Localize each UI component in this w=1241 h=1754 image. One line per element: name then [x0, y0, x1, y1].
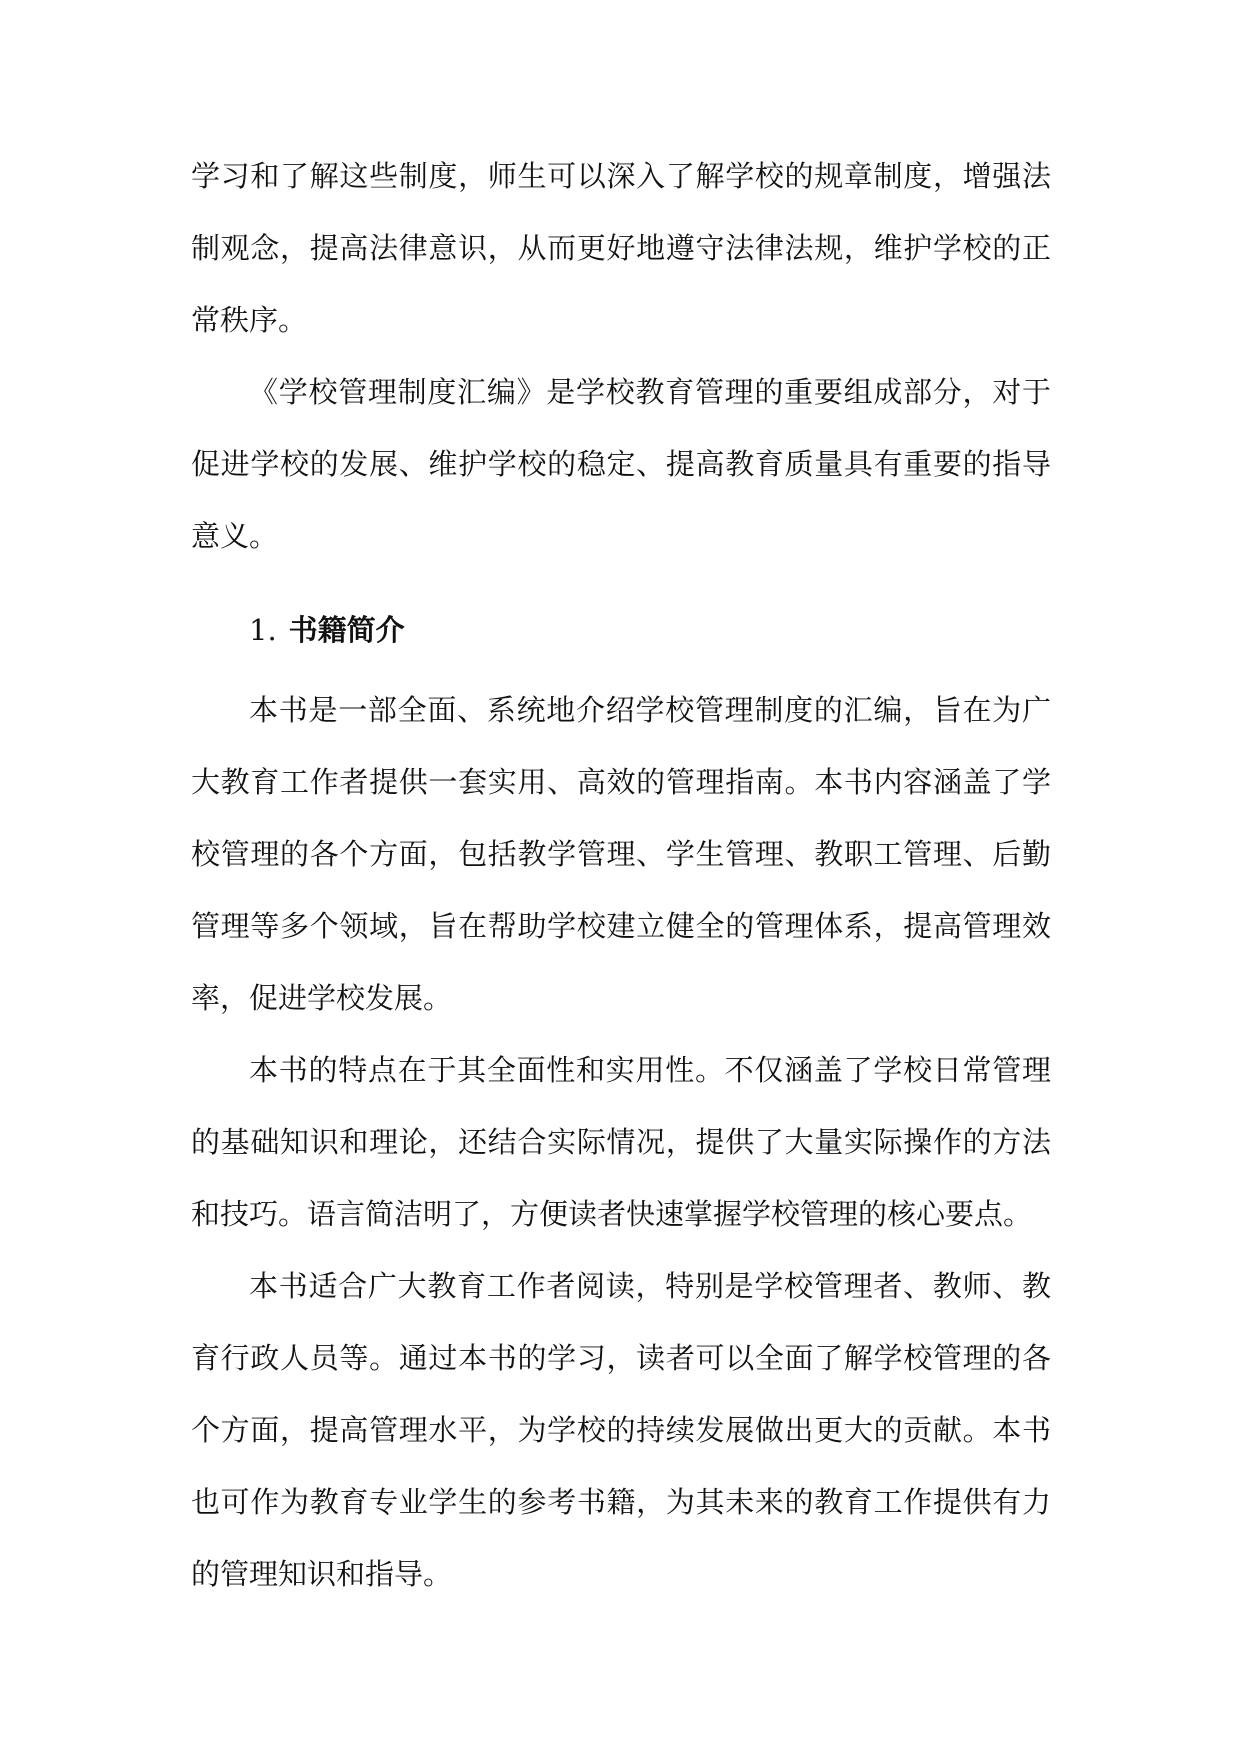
section-title: 书籍简介	[288, 613, 405, 647]
paragraph-continuation: 学习和了解这些制度，师生可以深入了解学校的规章制度，增强法制观念，提高法律意识，从而更好地遵守法律法规，维护学校的正常秩序。	[191, 159, 1051, 337]
paragraph-book-audience: 本书适合广大教育工作者阅读，特别是学校管理者、教师、教育行政人员等。通过本书的学习，读者可以全面了解学校管理的各个方面，提高管理水平，为学校的持续发展做出更大的贡献。本书也可作为教育专业学生的参考书籍，为其未来的教育工作提供有力的管理知识和指导。	[191, 1269, 1051, 1591]
paragraph-compilation-summary: 《学校管理制度汇编》是学校教育管理的重要组成部分，对于促进学校的发展、维护学校的稳定、提高教育质量具有重要的指导意义。	[191, 375, 1051, 553]
paragraph-book-overview: 本书是一部全面、系统地介绍学校管理制度的汇编，旨在为广大教育工作者提供一套实用、高效的管理指南。本书内容涵盖了学校管理的各个方面，包括教学管理、学生管理、教职工管理、后勤管理等多个领域，旨在帮助学校建立健全的管理体系，提高管理效率，促进学校发展。	[191, 693, 1051, 1015]
section-number: 1.	[249, 613, 277, 647]
paragraph-book-features: 本书的特点在于其全面性和实用性。不仅涵盖了学校日常管理的基础知识和理论，还结合实际情况，提供了大量实际操作的方法和技巧。语言简洁明了，方便读者快速掌握学校管理的核心要点。	[191, 1053, 1051, 1231]
section-heading	[191, 586, 1051, 674]
page-content	[191, 140, 1051, 1610]
